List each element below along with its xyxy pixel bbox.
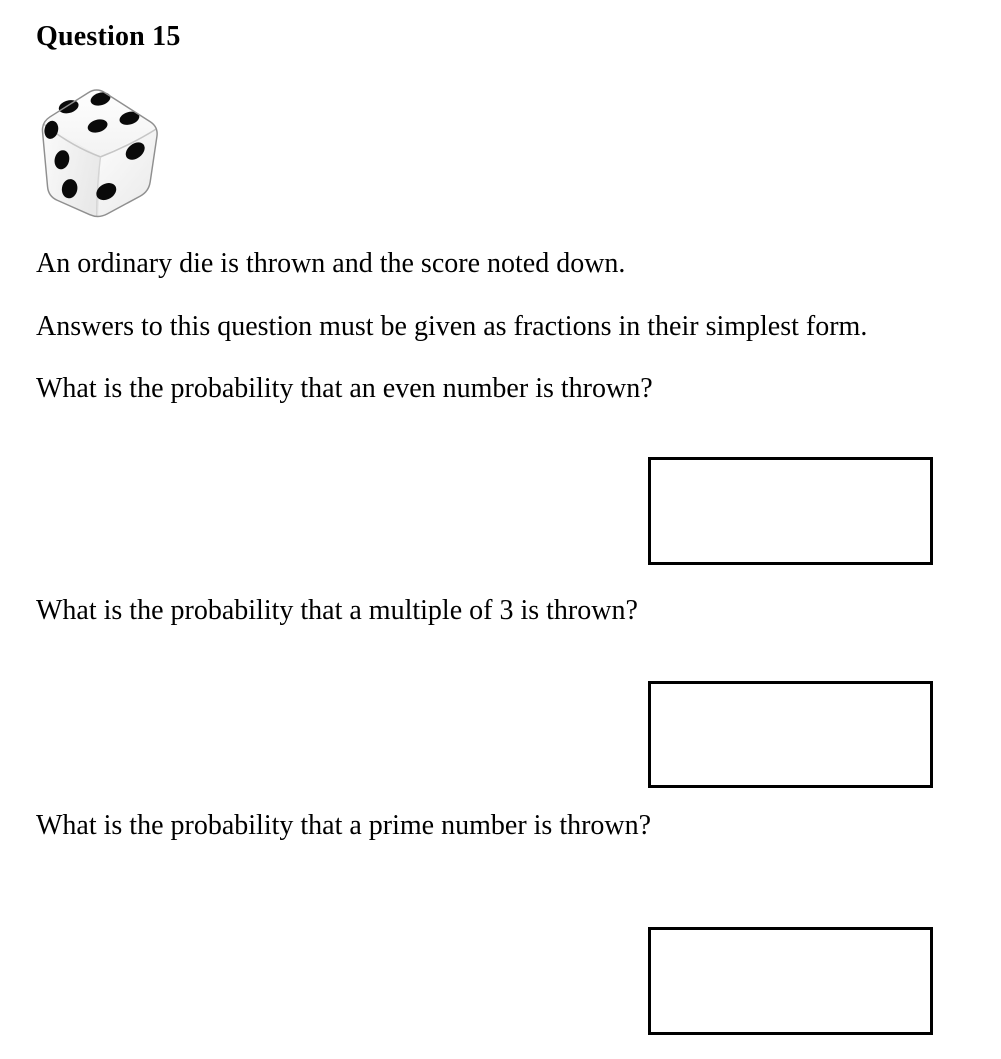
question-title: Question 15 <box>36 21 181 52</box>
die-image <box>33 84 168 222</box>
question-prompt-multiple-of-3: What is the probability that a multiple of 3 is thrown? <box>36 595 638 626</box>
die-illustration-svg <box>33 84 168 222</box>
answer-box-prime-number[interactable] <box>648 927 933 1035</box>
intro-line-1: An ordinary die is thrown and the score noted down. <box>36 248 626 279</box>
intro-line-2: Answers to this question must be given as fractions in their simplest form. <box>36 311 868 342</box>
question-prompt-prime-number: What is the probability that a prime number is thrown? <box>36 810 652 841</box>
answer-box-multiple-of-3[interactable] <box>648 681 933 788</box>
answer-box-even-number[interactable] <box>648 457 933 565</box>
question-prompt-even-number: What is the probability that an even number is thrown? <box>36 373 653 404</box>
